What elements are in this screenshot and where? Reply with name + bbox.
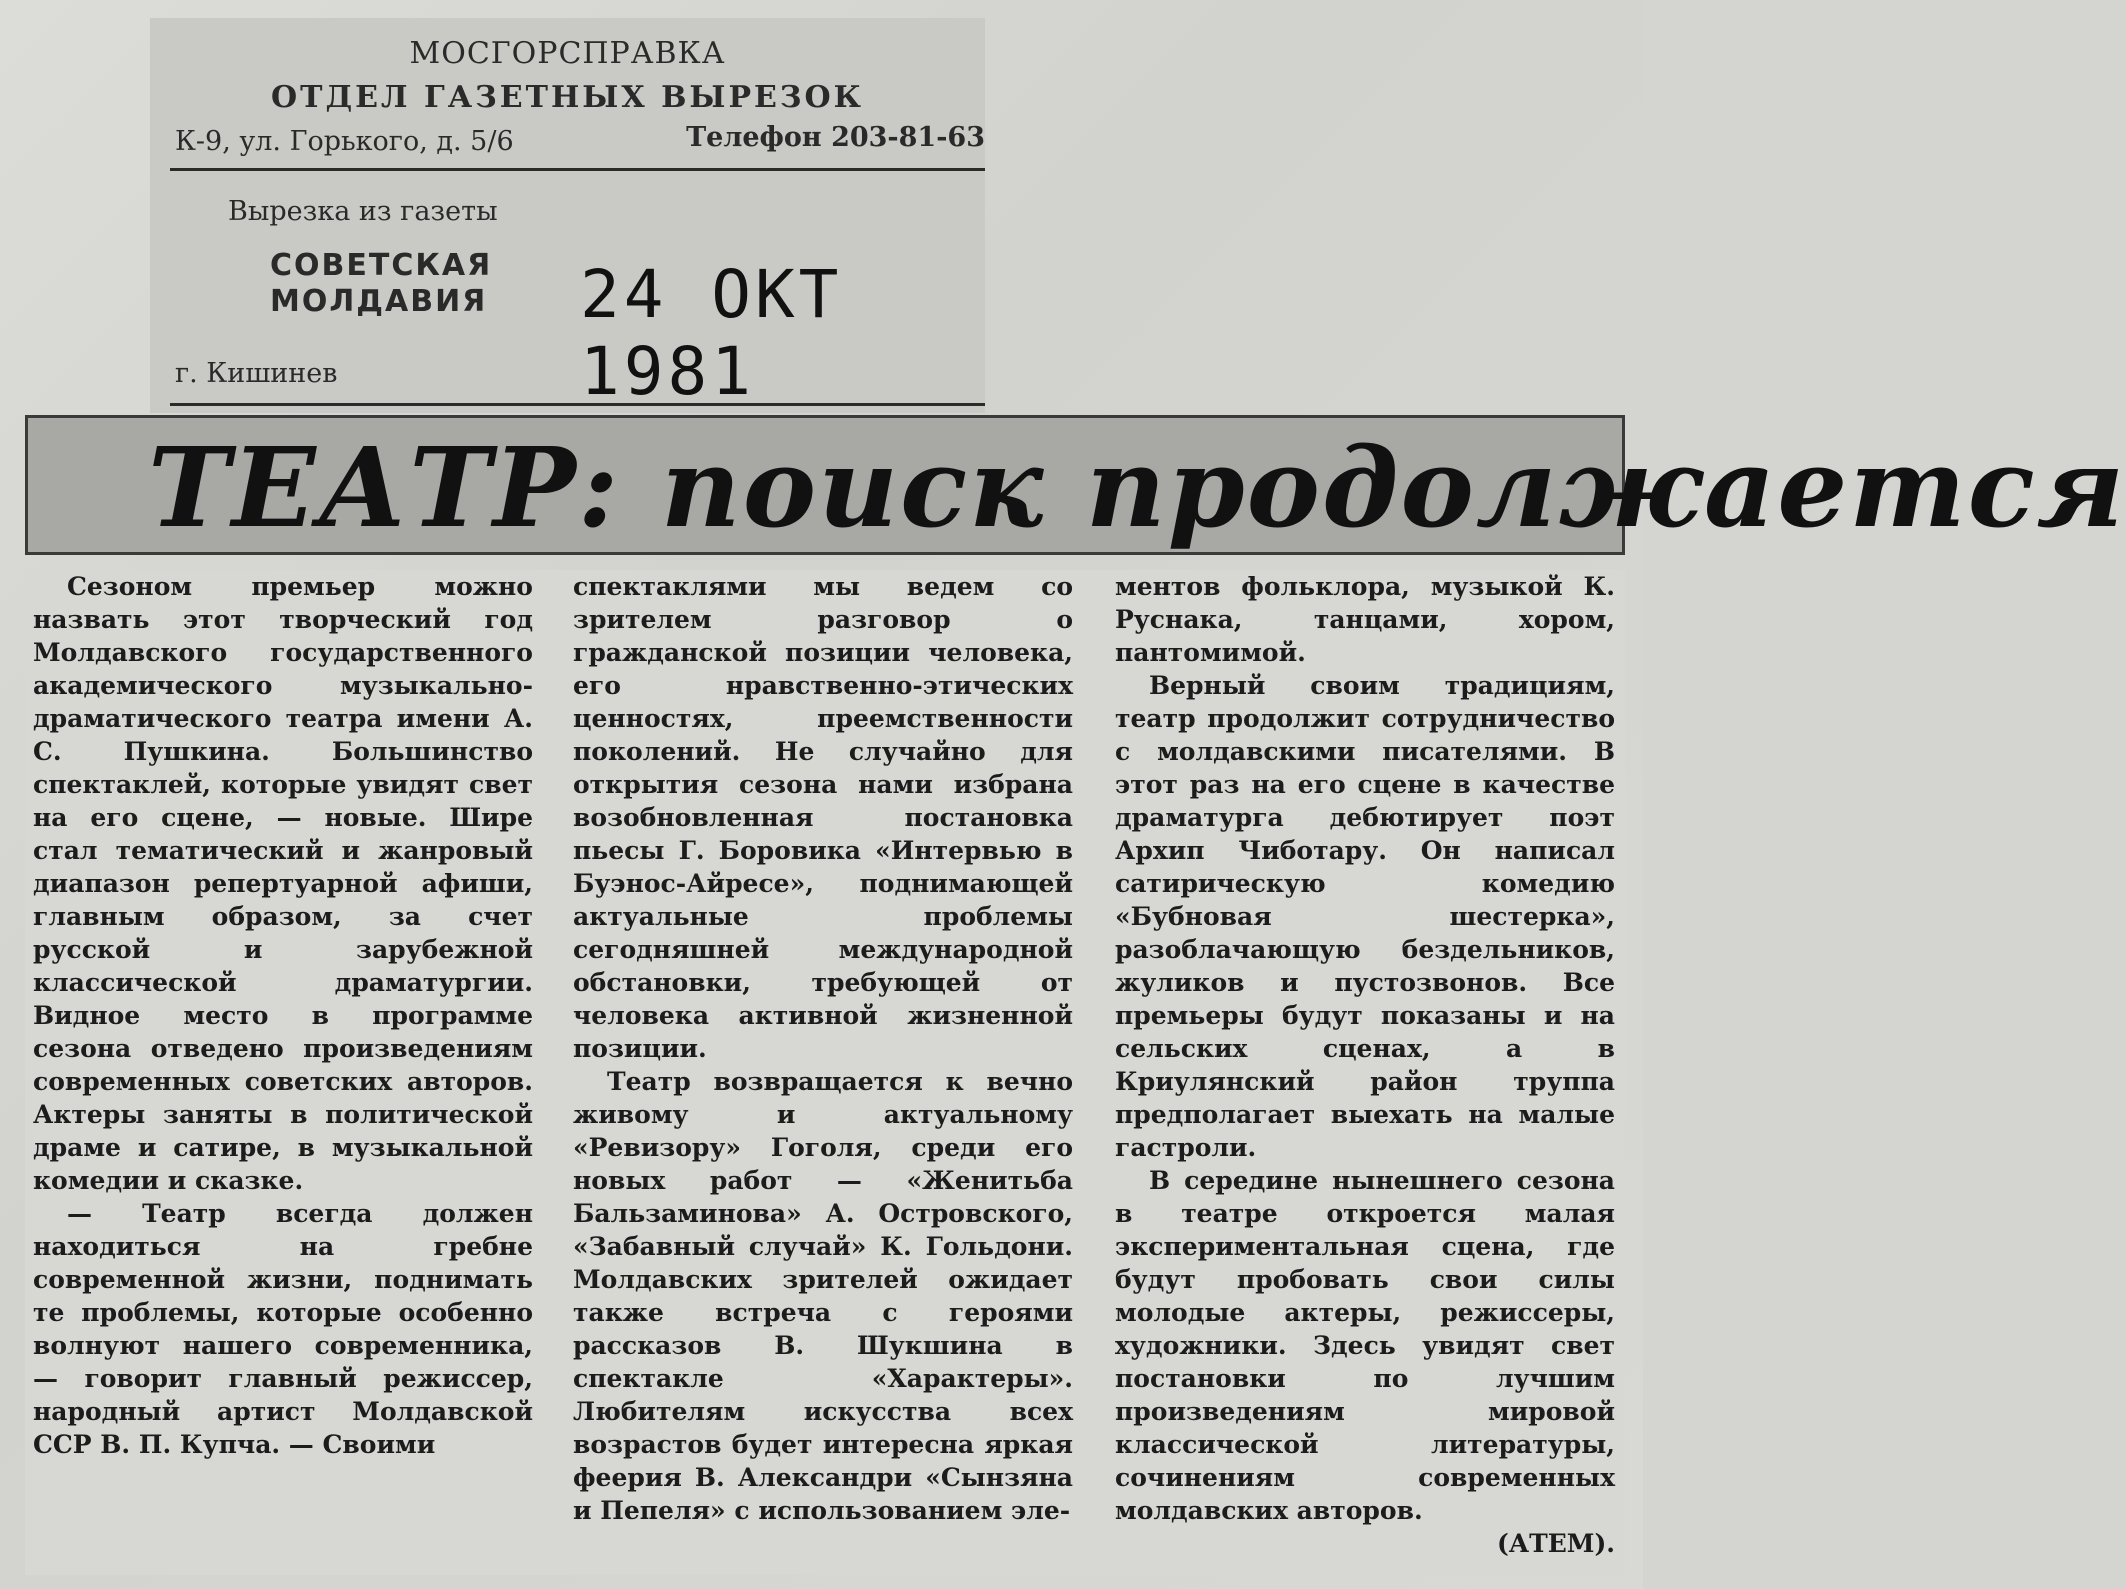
newspaper-name bbox=[270, 248, 492, 320]
paragraph: Верный своим традициям, театр продолжит сотрудничество с молдавскими писателями. В этот раз на его сцене в качестве драматурга дебютирует поэт Архип Чиботару. Он написал сатирическую комедию «Бубновая шестерка», разоблачающую бездельников, жуликов и пустозвонов. Все премьеры будут показаны и на сельских сценах, а в Криулянский район труппа предполагает выехать на малые гастроли. bbox=[1115, 671, 1615, 1162]
author-signature: (АТЕМ). bbox=[1496, 1529, 1615, 1558]
headline-title: ТЕАТР: поиск продолжается bbox=[148, 423, 2126, 552]
paragraph: ментов фольклора, музыкой К. Руснака, танцами, хором, пантомимой. bbox=[1115, 572, 1615, 667]
clipping-bureau-stamp bbox=[150, 18, 985, 413]
paragraph: Сезоном премьер можно назвать этот творческий год Молдавского государственного академического музыкально-драматического театра имени А. С. Пушкина. Большинство спектаклей, которые увидят свет на его сцене, — новые. Шире стал тематический и жанровый диапазон репертуарной афиши, главным образом, за счет русской и зарубежной классической драматургии. Видное место в программе сезона отведено произведениям современных советских авторов. Актеры заняты в политической драме и сатире, в музыкальной комедии и сказке. bbox=[33, 572, 533, 1195]
article-body bbox=[25, 570, 1625, 1575]
bureau-name: МОСГОРСПРАВКА bbox=[409, 36, 726, 71]
paragraph: Театр возвращается к вечно живому и актуальному «Ревизору» Гоголя, среди его новых работ — «Женитьба Бальзаминова» А. Островского, «Забавный случай» К. Гольдони. Молдавских зрителей ожидает также встреча с героями рассказов В. Шукшина в спектакле «Характеры». Любителям искусства всех возрастов будет интересна яркая феерия В. Александри «Сынзяна и Пепеля» с использованием эле- bbox=[573, 1067, 1073, 1525]
date-stamp: 24 ОКТ 1981 bbox=[580, 256, 843, 410]
bureau-address: К-9, ул. Горького, д. 5/6 bbox=[175, 126, 514, 157]
clipping-label: Вырезка из газеты bbox=[228, 196, 498, 227]
article-column-1 bbox=[33, 570, 533, 1461]
newspaper-name-line2: МОЛДАВИЯ bbox=[270, 284, 488, 319]
article-column-3 bbox=[1115, 570, 1615, 1560]
stamp-divider-bottom bbox=[170, 403, 985, 406]
paragraph: спектаклями мы ведем со зрителем разговор о гражданской позиции человека, его нравственно-этических ценностях, преемственности поколений. Не случайно для открытия сезона нами избрана возобновленная постановка пьесы Г. Боровика «Интервью в Буэнос-Айресе», поднимающей актуальные проблемы сегодняшней международной обстановки, требующей от человека активной жизненной позиции. bbox=[573, 572, 1073, 1063]
stamp-divider bbox=[170, 168, 985, 171]
bureau-department: ОТДЕЛ ГАЗЕТНЫХ ВЫРЕЗОК bbox=[271, 80, 864, 115]
headline-banner bbox=[25, 415, 2126, 555]
article-column-2 bbox=[573, 570, 1073, 1527]
paragraph: — Театр всегда должен находиться на гребне современной жизни, поднимать те проблемы, которые особенно волнуют нашего современника, — говорит главный режиссер, народный артист Молдавской ССР В. П. Купча. — Своими bbox=[33, 1199, 533, 1459]
paragraph: В середине нынешнего сезона в театре откроется малая экспериментальная сцена, где будут пробовать свои силы молодые актеры, режиссеры, художники. Здесь увидят свет постановки по лучшим произведениям мировой классической литературы, сочинениям современных молдавских авторов. bbox=[1115, 1166, 1615, 1525]
newspaper-city: г. Кишинев bbox=[175, 358, 338, 389]
bureau-phone: Телефон 203-81-63 bbox=[686, 122, 985, 153]
newspaper-name-line1: СОВЕТСКАЯ bbox=[270, 248, 493, 283]
